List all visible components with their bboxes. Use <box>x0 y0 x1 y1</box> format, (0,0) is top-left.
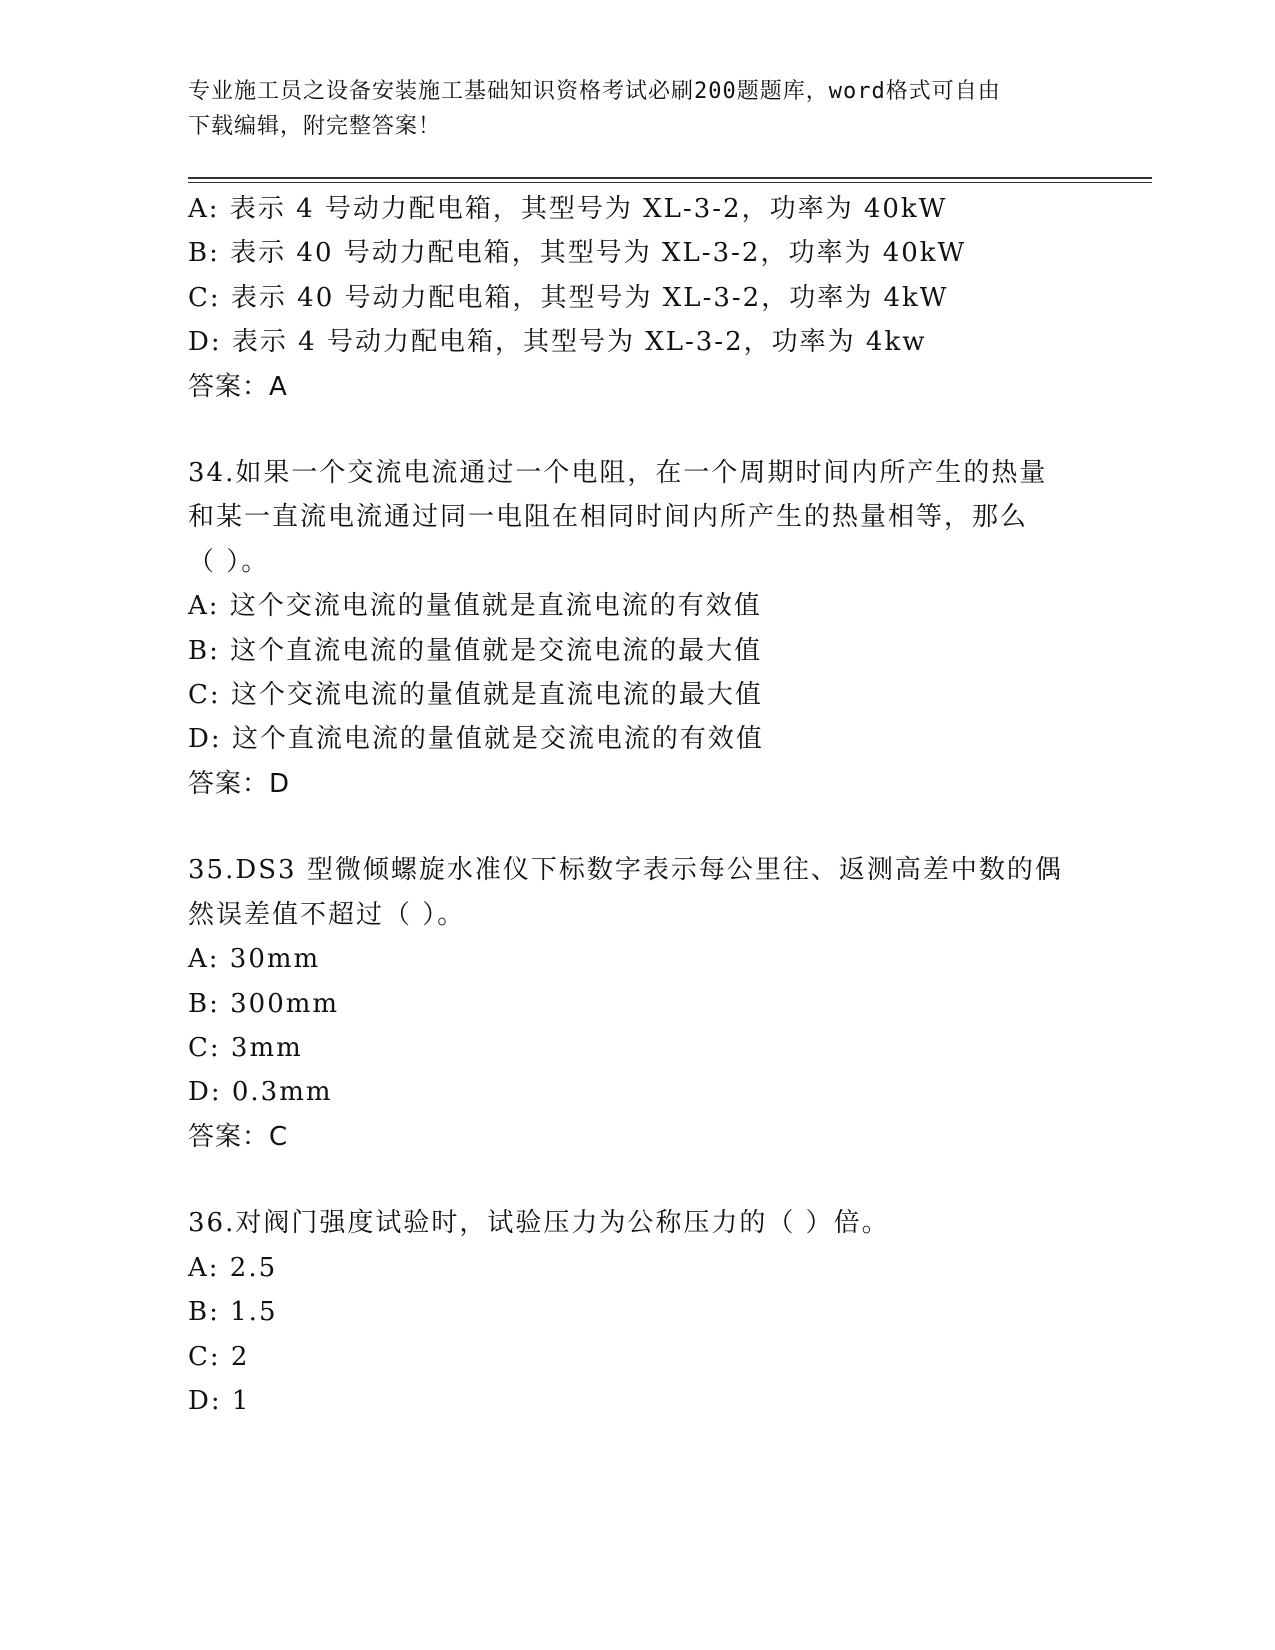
q34-option-b: B: 这个直流电流的量值就是交流电流的最大值 <box>188 636 763 666</box>
q35-option-a: A: 30mm <box>188 944 321 974</box>
q34-option-d: D: 这个直流电流的量值就是交流电流的有效值 <box>188 724 764 754</box>
q33-option-b: B: 表示 40 号动力配电箱，其型号为 XL-3-2，功率为 40kW <box>188 238 967 268</box>
q35-answer: 答案：C <box>188 1122 289 1152</box>
q34-question-line-3: （ ）。 <box>188 547 270 577</box>
q35-option-d: D: 0.3mm <box>188 1077 333 1107</box>
q34-answer: 答案：D <box>188 769 291 799</box>
q35-question-line-1: 35.DS3 型微倾螺旋水准仪下标数字表示每公里往、返测高差中数的偶 <box>188 855 1063 885</box>
q35-option-b: B: 300mm <box>188 989 340 1019</box>
document-header <box>188 74 1068 144</box>
q33-answer: 答案：A <box>188 372 288 402</box>
header-line-1: 专业施工员之设备安装施工基础知识资格考试必刷200题题库，word格式可自由 <box>188 79 1001 104</box>
q34-question-line-2: 和某一直流电流通过同一电阻在相同时间内所产生的热量相等，那么 <box>188 502 1029 532</box>
q35-question-line-2: 然误差值不超过（ ）。 <box>188 900 466 930</box>
q34-option-c: C: 这个交流电流的量值就是直流电流的最大值 <box>188 680 763 710</box>
q36-option-b: B: 1.5 <box>188 1297 278 1327</box>
q36-question-line-1: 36.对阀门强度试验时，试验压力为公称压力的（ ）倍。 <box>188 1208 890 1238</box>
q34-question-line-1: 34.如果一个交流电流通过一个电阻，在一个周期时间内所产生的热量 <box>188 458 1048 488</box>
q33-option-c: C: 表示 40 号动力配电箱，其型号为 XL-3-2，功率为 4kW <box>188 283 949 313</box>
header-divider-thick <box>188 177 1152 179</box>
q33-option-a: A: 表示 4 号动力配电箱，其型号为 XL-3-2，功率为 40kW <box>188 194 948 224</box>
q36-option-d: D: 1 <box>188 1386 251 1416</box>
q36-option-c: C: 2 <box>188 1342 250 1372</box>
q35-option-c: C: 3mm <box>188 1033 303 1063</box>
q33-option-d: D: 表示 4 号动力配电箱，其型号为 XL-3-2，功率为 4kw <box>188 327 927 357</box>
header-line-2: 下载编辑，附完整答案！ <box>188 114 442 139</box>
q36-option-a: A: 2.5 <box>188 1253 278 1283</box>
header-divider-thin <box>188 182 1152 183</box>
q34-option-a: A: 这个交流电流的量值就是直流电流的有效值 <box>188 591 762 621</box>
